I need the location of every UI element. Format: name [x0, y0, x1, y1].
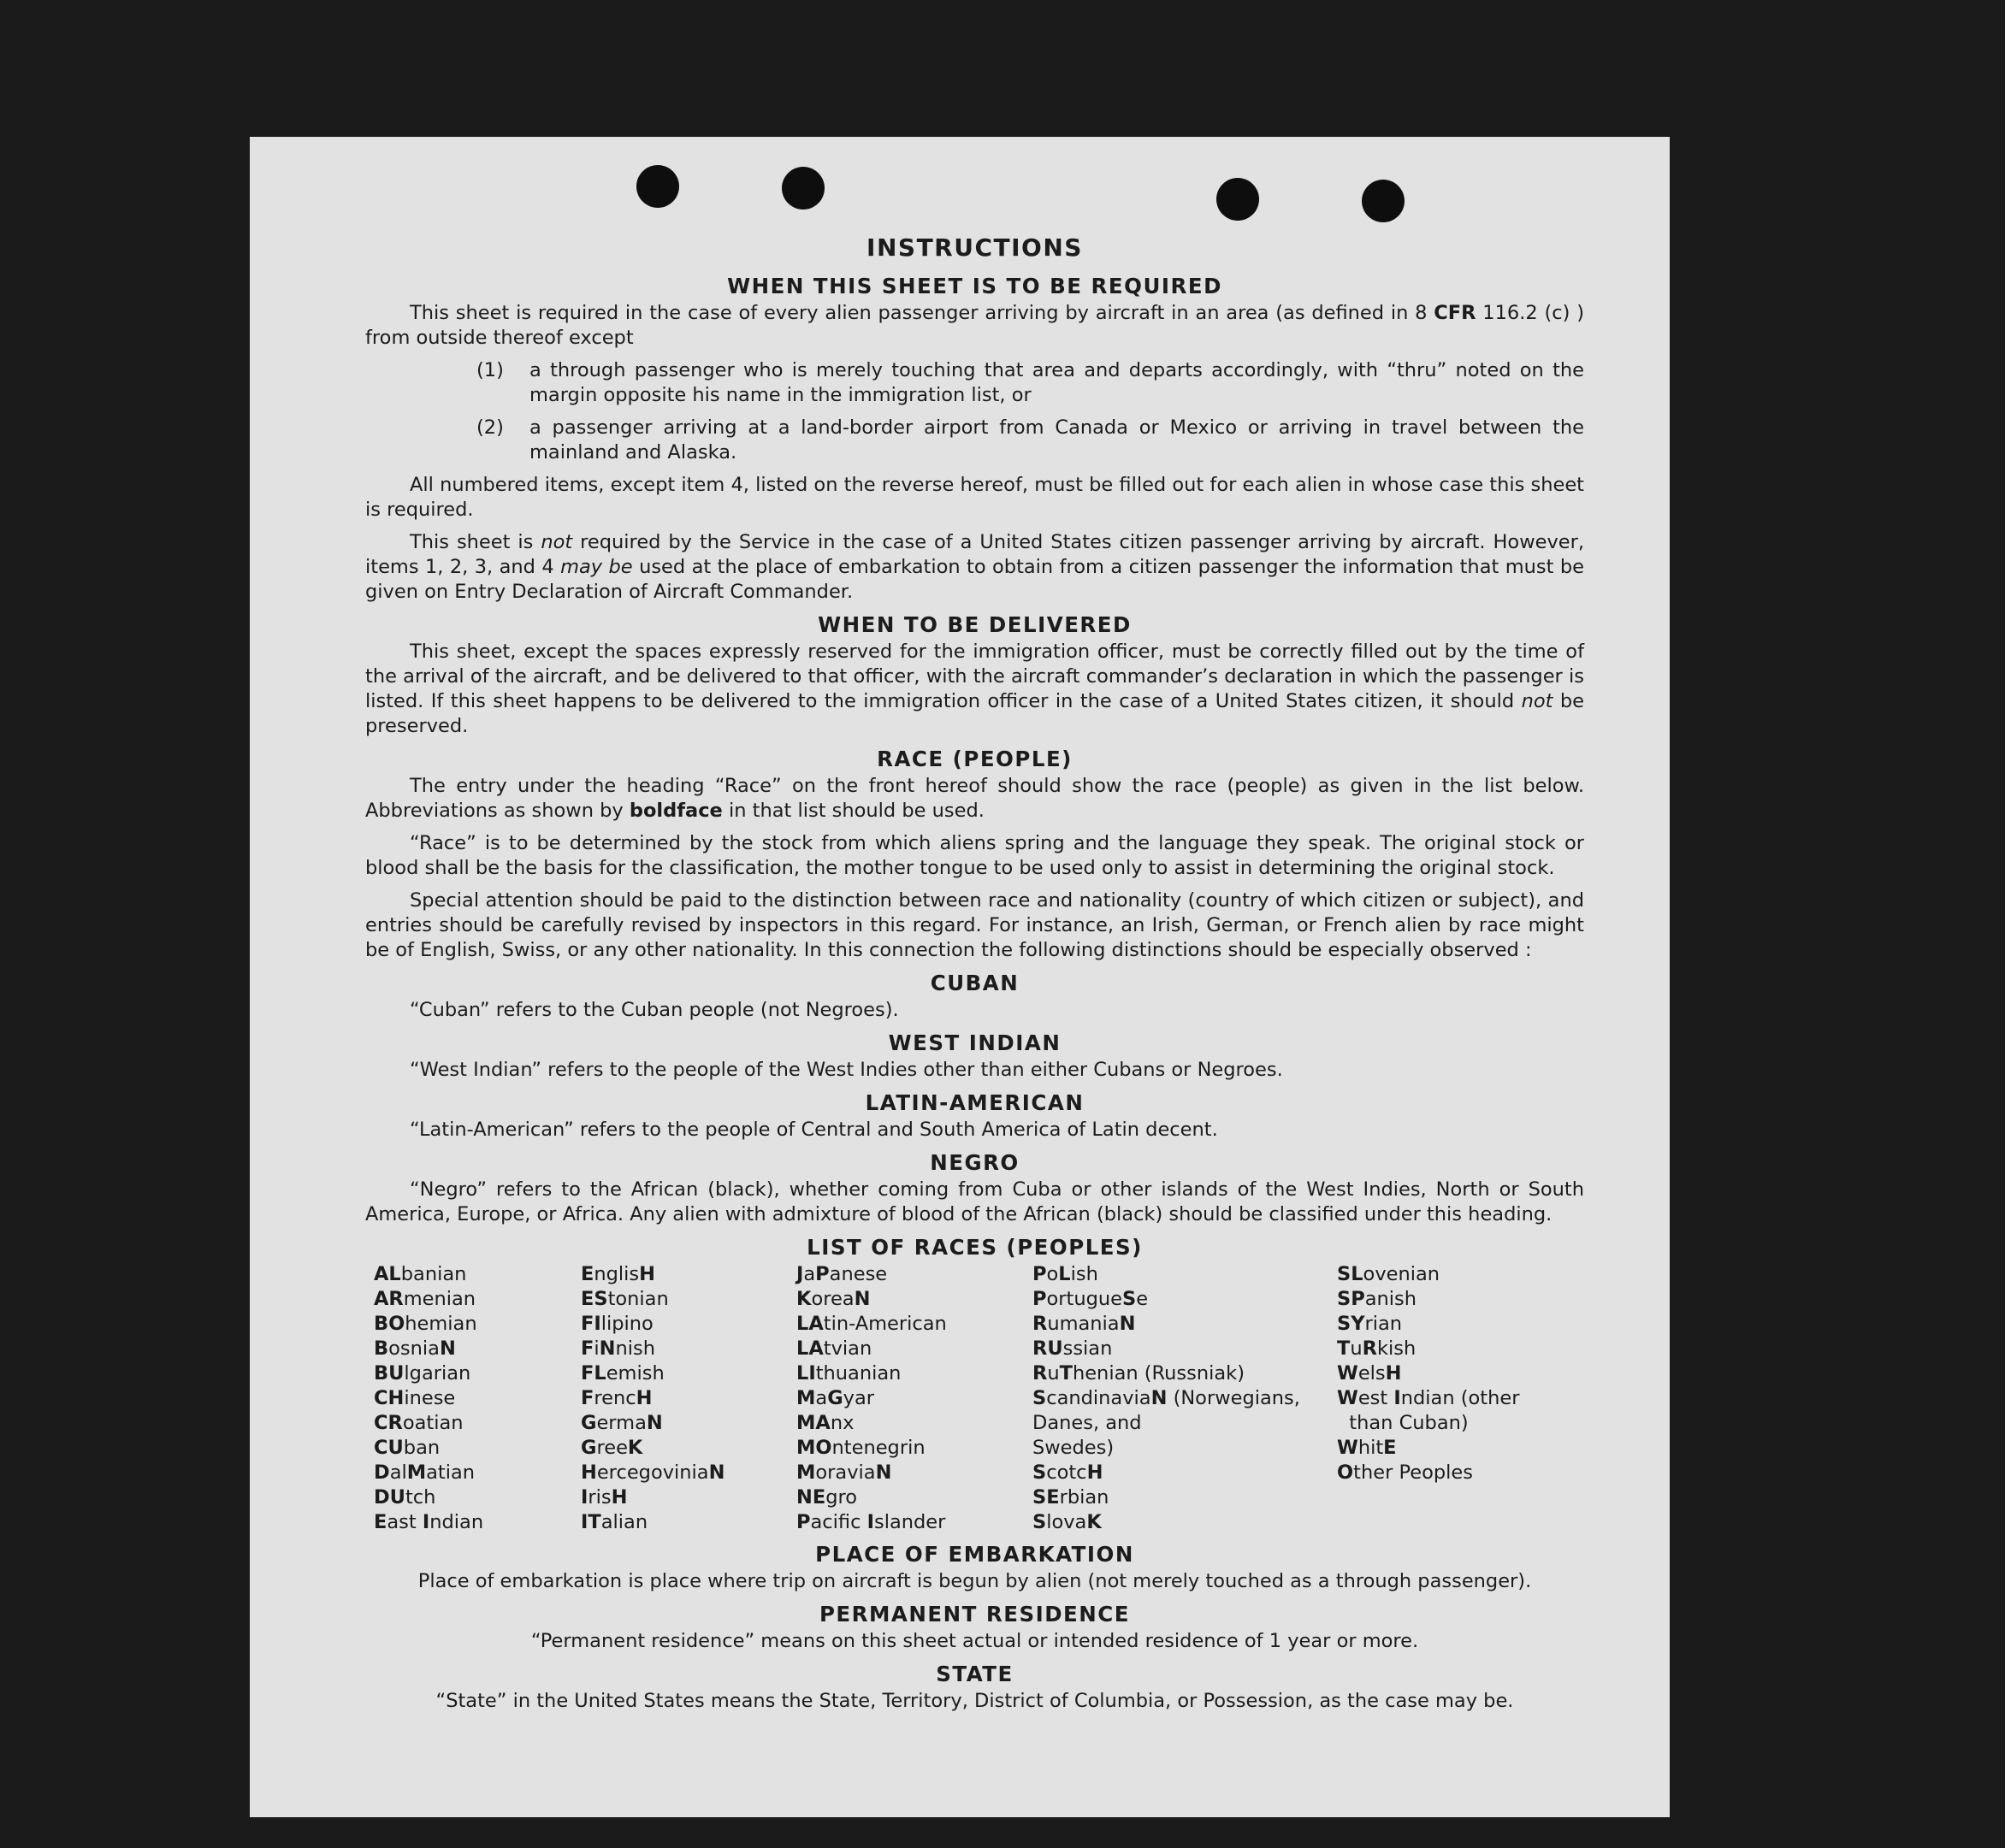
race-entry: FiNnish [581, 1337, 655, 1360]
race-entry: PoLish [1032, 1263, 1098, 1285]
race-paragraph: Special attention should be paid to the distinction between race and nationality (country of which citizen or subject), and entries should be carefully revised by inspectors in this regard. For instance, an Irish, German, or French alien by race might be of English, Swiss, or any other nationality. In this connection the following distinctions should be especially observed : [365, 889, 1584, 961]
race-entry: HercegoviniaN [581, 1461, 725, 1484]
race-entry: SlovaK [1032, 1511, 1102, 1533]
section-heading-west-indian: WEST INDIAN [888, 1030, 1062, 1055]
race-entry: FrencH [581, 1387, 653, 1409]
race-entry: East Indian [374, 1511, 484, 1533]
cuban-text: “Cuban” refers to the Cuban people (not Negroes). [410, 999, 899, 1021]
race-entry: LAtin-American [796, 1313, 947, 1335]
section-heading-delivered: WHEN TO BE DELIVERED [818, 612, 1132, 637]
race-column [796, 1262, 1032, 1535]
citizen-paragraph: This sheet is not required by the Service in the case of a United States citizen passenger arriving by aircraft. However, items 1, 2, 3, and 4 may be used at the place of embarkation to obtain from a citizen passenger the information that must be given on Entry Declaration of Aircraft Commander. [365, 531, 1585, 603]
race-entry: DalMatian [374, 1461, 476, 1484]
section-heading-cuban: CUBAN [930, 971, 1020, 995]
section-heading-required: WHEN THIS SHEET IS TO BE REQUIRED [727, 274, 1222, 298]
negro-text: “Negro” refers to the African (black), whether coming from Cuba or other islands of the West Indies, North or South America, Europe, or Africa. Any alien with admixture of blood of the African (black) should be classified under this heading. [365, 1178, 1584, 1225]
race-entry: WhitE [1337, 1437, 1397, 1459]
race-entry: FLemish [581, 1362, 665, 1385]
race-entry: ALbanian [374, 1263, 467, 1285]
race-entry: ScotcH [1032, 1461, 1103, 1484]
race-column [1032, 1262, 1337, 1535]
race-entry: LAtvian [796, 1337, 872, 1360]
race-paragraph: The entry under the heading “Race” on the front hereof should show the race (people) as given in the list below. Abbreviations as shown by boldface in that list should be used. [365, 775, 1584, 822]
latin-american-text: “Latin-American” refers to the people of Central and South America of Latin decent. [410, 1119, 1218, 1141]
exception-item [476, 416, 1584, 465]
race-entry: MaGyar [796, 1387, 875, 1409]
required-intro: This sheet is required in the case of every alien passenger arriving by aircraft in an area (as defined in 8 CFR 116.2 (c) ) from outside thereof except [365, 302, 1584, 349]
race-entry: MAnx [796, 1412, 855, 1434]
race-column [374, 1262, 581, 1535]
race-entry: GermaN [581, 1412, 663, 1434]
delivered-paragraph: This sheet, except the spaces expressly reserved for the immigration officer, must be correctly filled out by the time of the arrival of the aircraft, and be delivered to that officer, with the aircraft commander’s declaration in which the passenger is listed. If this sheet happens to be delivered to the immigration officer in the case of a United States citizen, it should not be preserved. [365, 641, 1584, 737]
race-entry: ScandinaviaN (Norwegians, [1032, 1387, 1300, 1409]
race-entry: WelsH [1337, 1362, 1402, 1385]
race-entry: TuRkish [1337, 1337, 1417, 1360]
race-entry: RumaniaN [1032, 1313, 1136, 1335]
punch-hole [636, 165, 679, 208]
race-entry: ITalian [581, 1511, 648, 1533]
punch-hole [1362, 180, 1405, 222]
item-text: a passenger arriving at a land-border airport from Canada or Mexico or arriving in travel between the mainland and Alaska. [529, 416, 1584, 463]
race-entry: RuThenian (Russniak) [1032, 1362, 1245, 1385]
race-entry: MoraviaN [796, 1461, 892, 1484]
state-text: “State” in the United States means the State, Territory, District of Columbia, or Possession, as the case may be. [435, 1690, 1514, 1712]
race-entry: than Cuban) [1337, 1412, 1469, 1434]
race-list [374, 1262, 1584, 1535]
race-entry: BOhemian [374, 1313, 477, 1335]
residence-text: “Permanent residence” means on this sheet actual or intended residence of 1 year or more. [530, 1630, 1419, 1652]
race-entry: CRoatian [374, 1412, 464, 1434]
race-entry: Other Peoples [1337, 1461, 1473, 1484]
race-entry: LIthuanian [796, 1362, 902, 1385]
race-entry: RUssian [1032, 1337, 1113, 1360]
race-entry: Pacific Islander [796, 1511, 946, 1533]
item-number: (2) [476, 416, 504, 439]
instruction-sheet [250, 137, 1670, 1817]
race-entry: DUtch [374, 1486, 436, 1509]
race-entry: ARmenian [374, 1288, 476, 1310]
race-entry: GreeK [581, 1437, 643, 1459]
section-heading-latin-american: LATIN-AMERICAN [865, 1090, 1085, 1115]
item-number: (1) [476, 359, 504, 381]
race-entry: SYrian [1337, 1313, 1403, 1335]
west-indian-text: “West Indian” refers to the people of the West Indies other than either Cubans or Negroes. [410, 1059, 1283, 1081]
race-entry: Swedes) [1032, 1437, 1115, 1459]
section-heading-negro: NEGRO [930, 1150, 1020, 1175]
embarkation-text: Place of embarkation is place where trip on aircraft is begun by alien (not merely touched as a through passenger). [417, 1570, 1532, 1592]
exception-item [476, 358, 1584, 408]
race-column [1337, 1262, 1576, 1535]
section-heading-embarkation: PLACE OF EMBARKATION [815, 1542, 1134, 1567]
race-entry: PortugueSe [1032, 1288, 1149, 1310]
race-entry: EnglisH [581, 1263, 655, 1285]
page-title: INSTRUCTIONS [866, 233, 1083, 262]
race-entry: IrisH [581, 1486, 628, 1509]
race-paragraph: “Race” is to be determined by the stock from which aliens spring and the language they speak. The original stock or blood shall be the basis for the classification, the mother tongue to be used only to assist in determining the original stock. [365, 832, 1584, 879]
punch-hole [1216, 178, 1259, 221]
section-heading-race-list: LIST OF RACES (PEOPLES) [807, 1235, 1143, 1260]
race-entry: SErbian [1032, 1486, 1109, 1509]
race-entry: MOntenegrin [796, 1437, 926, 1459]
item-text: a through passenger who is merely touching that area and departs accordingly, with “thru” noted on the margin opposite his name in the immigration list, or [529, 359, 1584, 406]
race-entry: SLovenian [1337, 1263, 1440, 1285]
race-column [581, 1262, 796, 1535]
race-entry: KoreaN [796, 1288, 871, 1310]
race-entry: West Indian (other [1337, 1387, 1520, 1409]
race-entry: CHinese [374, 1387, 456, 1409]
race-entry: CUban [374, 1437, 441, 1459]
race-entry: BUlgarian [374, 1362, 471, 1385]
section-heading-state: STATE [936, 1662, 1014, 1686]
race-entry: EStonian [581, 1288, 669, 1310]
race-entry: NEgro [796, 1486, 858, 1509]
punch-hole [782, 167, 825, 210]
numbered-items-paragraph: All numbered items, except item 4, listed on the reverse hereof, must be filled out for each alien in whose case this sheet is required. [365, 474, 1584, 521]
section-heading-residence: PERMANENT RESIDENCE [819, 1602, 1131, 1627]
race-entry: SPanish [1337, 1288, 1417, 1310]
race-entry: BosniaN [374, 1337, 456, 1360]
race-entry: JaPanese [796, 1263, 888, 1285]
race-entry: Danes, and [1032, 1412, 1142, 1434]
section-heading-race: RACE (PEOPLE) [877, 747, 1073, 771]
race-entry: FIlipino [581, 1313, 654, 1335]
